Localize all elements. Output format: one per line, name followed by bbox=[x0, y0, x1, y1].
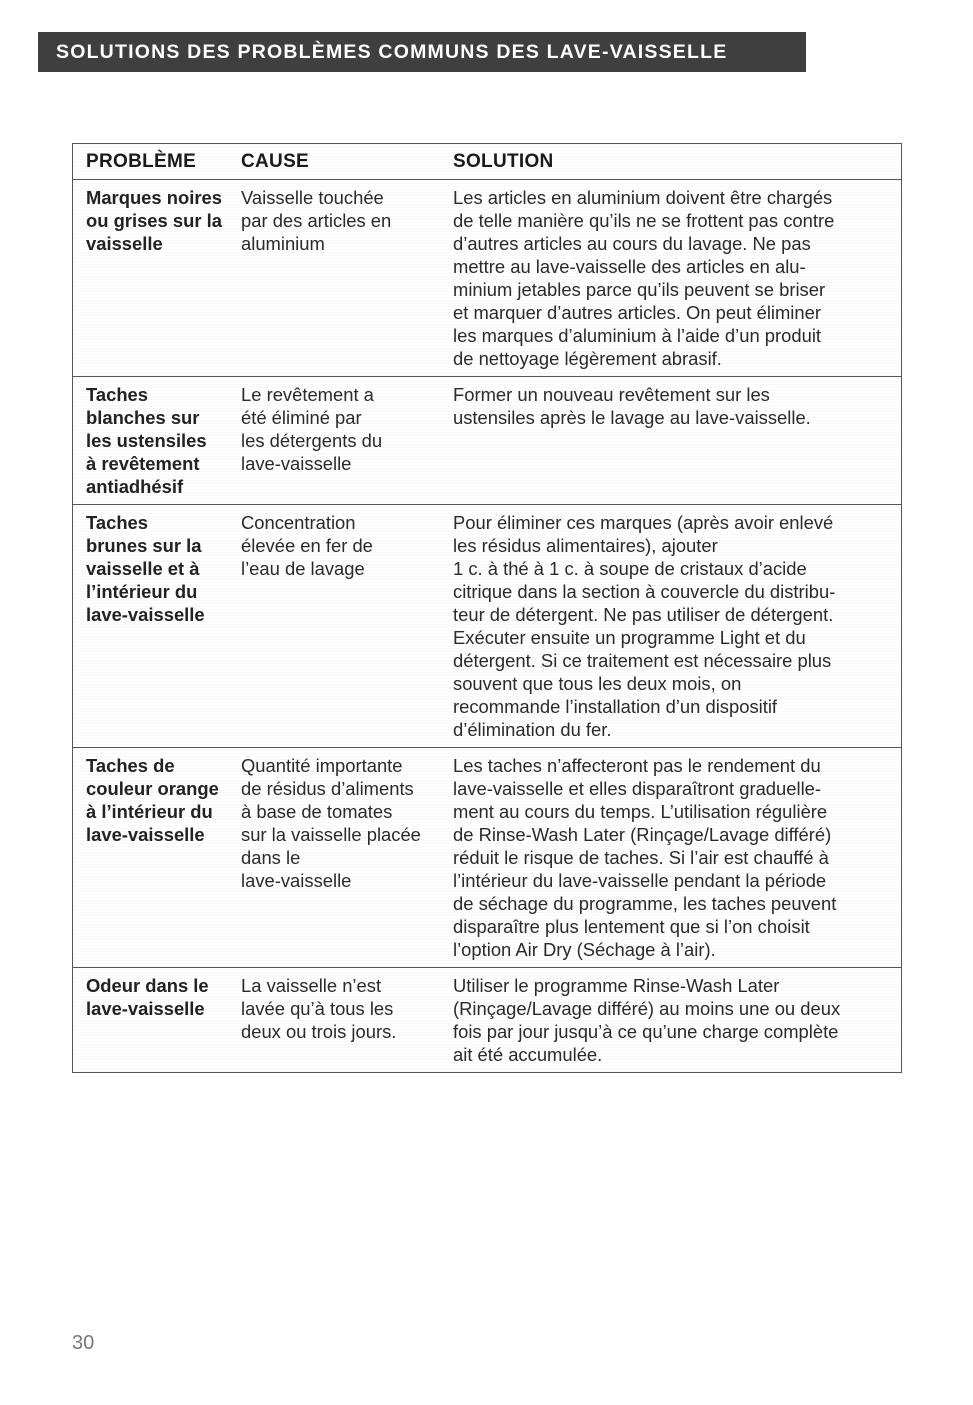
solution-cell: Les taches n’affecteront pas le rendement du lave-vaisselle et elles disparaîtront graduelle- ment au cours du temps. L’utilisation régulière de Rinse-Wash Later (Rinçage/Lavage différé) réduit le risque de taches. Si l’air est chauffé à l’intérieur du lave-vaisselle pendant la période de séchage du programme, les taches peuvent disparaître plus lentement que si l’on choisit l’option Air Dry (Séchage à l’air). bbox=[453, 755, 837, 960]
table-row bbox=[73, 180, 901, 377]
header-cause: CAUSE bbox=[241, 150, 310, 172]
cause-cell: Quantité importante de résidus d’aliments à base de tomates sur la vaisselle placée dans le lave-vaisselle bbox=[241, 755, 421, 891]
table-row bbox=[73, 968, 901, 1072]
solution-cell: Former un nouveau revêtement sur les ustensiles après le lavage au lave-vaisselle. bbox=[453, 384, 811, 428]
page-number: 30 bbox=[72, 1332, 95, 1354]
table-header-row bbox=[73, 144, 901, 180]
cause-cell: La vaisselle n’est lavée qu’à tous les deux ou trois jours. bbox=[241, 975, 397, 1042]
cause-cell: Le revêtement a été éliminé par les détergents du lave-vaisselle bbox=[241, 384, 383, 474]
problem-cell: Marques noires ou grises sur la vaisselle bbox=[86, 187, 222, 254]
problem-cell: Taches blanches sur les ustensiles à revêtement antiadhésif bbox=[86, 384, 207, 497]
problem-cell: Taches de couleur orange à l’intérieur du lave-vaisselle bbox=[86, 755, 219, 845]
table-row bbox=[73, 377, 901, 505]
troubleshooting-table bbox=[72, 143, 902, 1073]
section-title-banner: SOLUTIONS DES PROBLÈMES COMMUNS DES LAVE-VAISSELLE bbox=[38, 32, 806, 72]
problem-cell: Taches brunes sur la vaisselle et à l’intérieur du lave-vaisselle bbox=[86, 512, 205, 625]
cause-cell: Vaisselle touchée par des articles en aluminium bbox=[241, 187, 392, 254]
problem-cell: Odeur dans le lave-vaisselle bbox=[86, 975, 209, 1019]
solution-cell: Les articles en aluminium doivent être chargés de telle manière qu’ils ne se frottent pas contre d’autres articles au cours du lavage. Ne pas mettre au lave-vaisselle des articles en alu- minium jetables parce qu’ils peuvent se briser et marquer d’autres articles. On peut éliminer les marques d’aluminium à l’aide d’un produit de nettoyage légèrement abrasif. bbox=[453, 187, 835, 369]
cause-cell: Concentration élevée en fer de l’eau de lavage bbox=[241, 512, 373, 579]
header-solution: SOLUTION bbox=[453, 150, 554, 172]
table-row bbox=[73, 748, 901, 968]
solution-cell: Utiliser le programme Rinse-Wash Later (Rinçage/Lavage différé) au moins une ou deux fois par jour jusqu’à ce qu’une charge complète ait été accumulée. bbox=[453, 975, 841, 1065]
table-row bbox=[73, 505, 901, 748]
header-problem: PROBLÈME bbox=[86, 150, 197, 172]
solution-cell: Pour éliminer ces marques (après avoir enlevé les résidus alimentaires), ajouter 1 c. à thé à 1 c. à soupe de cristaux d’acide citrique dans la section à couvercle du distribu- teur de détergent. Ne pas utiliser de détergent. Exécuter ensuite un programme Light et du détergent. Si ce traitement est nécessaire plus souvent que tous les deux mois, on recommande l’installation d’un dispositif d’élimination du fer. bbox=[453, 512, 836, 740]
